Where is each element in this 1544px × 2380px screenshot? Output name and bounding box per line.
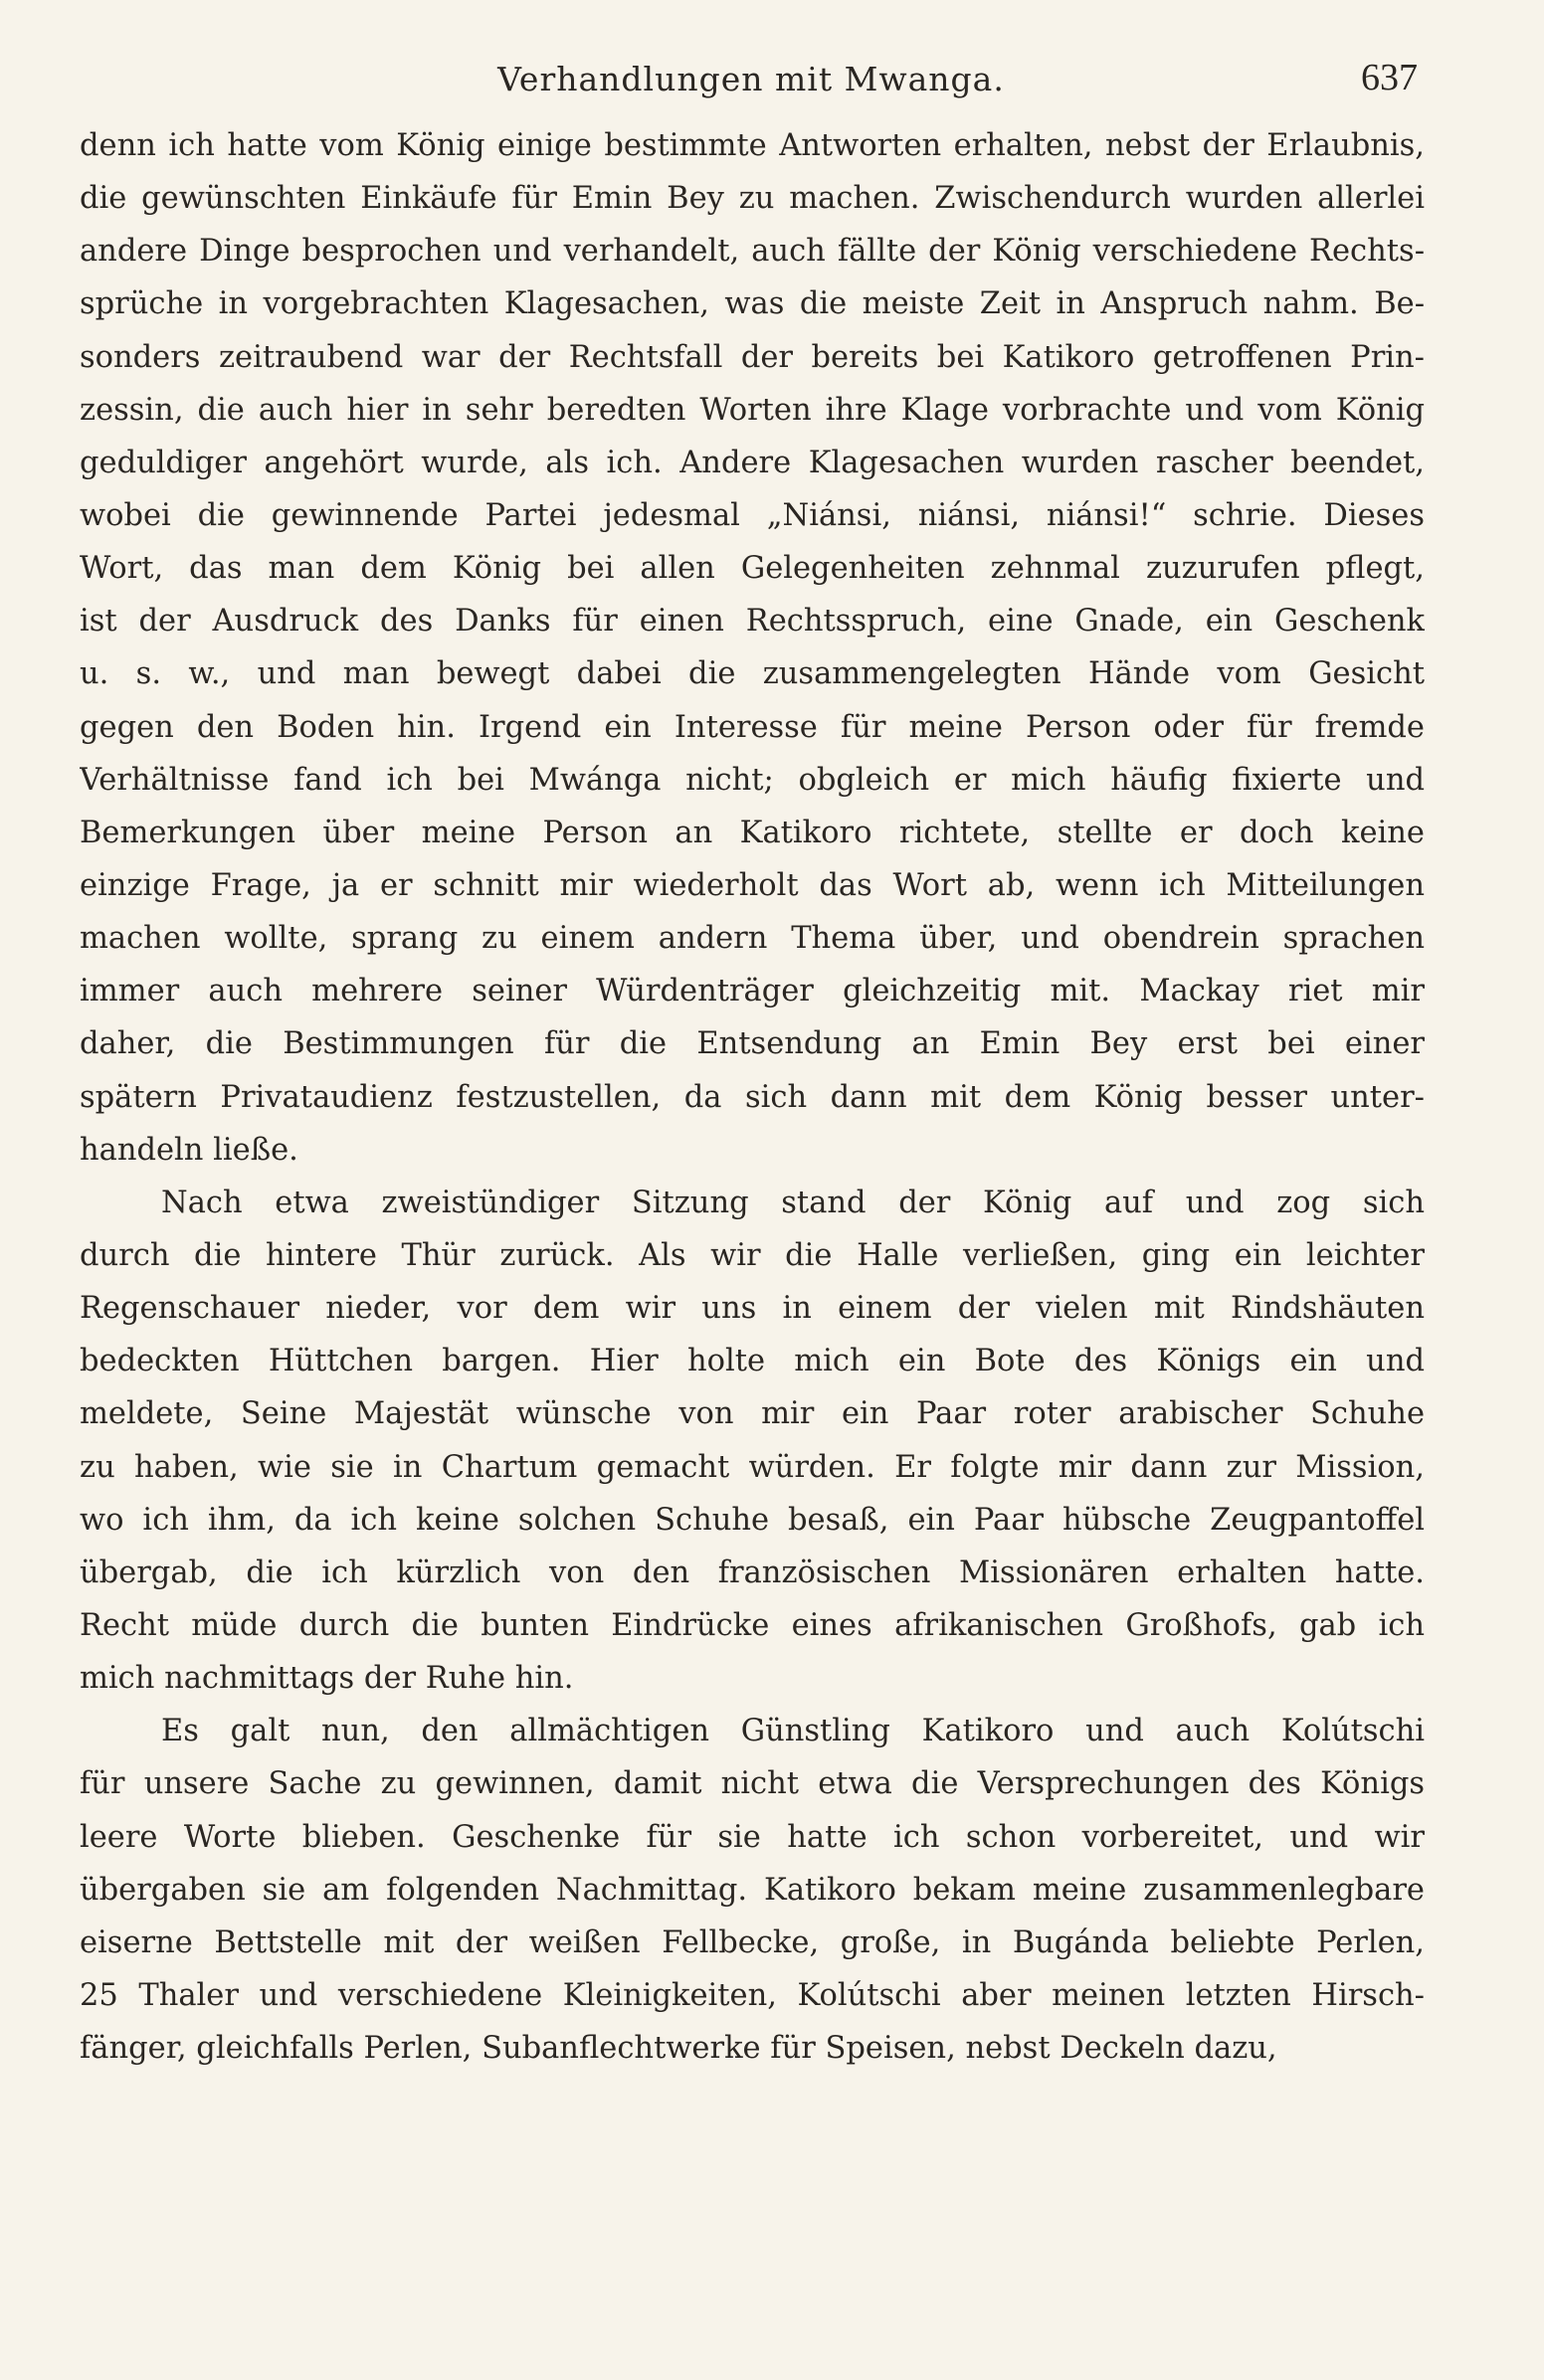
text-line: daher, die Bestimmungen für die Entsendung an Emin Bey erst bei einer: [80, 1026, 1425, 1062]
text-line: Wort, das man dem König bei allen Gelegenheiten zehnmal zuzurufen pflegt,: [80, 551, 1425, 587]
text-line: fänger, gleichfalls Perlen, Subanflechtwerke für Speisen, nebst Deckeln dazu,: [80, 2031, 1277, 2067]
text-line: handeln ließe.: [80, 1132, 298, 1168]
text-line: übergab, die ich kürzlich von den französischen Missionären erhalten hatte.: [80, 1555, 1425, 1590]
text-line: übergaben sie am folgenden Nachmittag. Katikoro bekam meine zusammenlegbare: [80, 1872, 1425, 1908]
paragraph: [80, 119, 1425, 1177]
text-line: Es galt nun, den allmächtigen Günstling Katikoro und auch Kolútschi: [161, 1714, 1425, 1749]
body-text: [80, 119, 1425, 2075]
text-line: geduldiger angehört wurde, als ich. Andere Klagesachen wurden rascher beendet,: [80, 445, 1425, 480]
text-line: einzige Frage, ja er schnitt mir wiederholt das Wort ab, wenn ich Mitteilungen: [80, 867, 1425, 903]
text-line: Bemerkungen über meine Person an Katikoro richtete, stellte er doch keine: [80, 815, 1425, 850]
text-line: Regenschauer nieder, vor dem wir uns in einem der vielen mit Rindshäuten: [80, 1291, 1425, 1327]
text-line: denn ich hatte vom König einige bestimmte Antworten erhalten, nebst der Erlaubnis,: [80, 128, 1425, 163]
text-line: wo ich ihm, da ich keine solchen Schuhe besaß, ein Paar hübsche Zeugpantoffel: [80, 1502, 1425, 1538]
running-title: Verhandlungen mit Mwanga.: [497, 60, 1005, 98]
text-line: Recht müde durch die bunten Eindrücke eines afrikanischen Großhofs, gab ich: [80, 1607, 1425, 1643]
text-line: leere Worte blieben. Geschenke für sie hatte ich schon vorbereitet, und wir: [80, 1819, 1425, 1855]
text-line: bedeckten Hüttchen bargen. Hier holte mich ein Bote des Königs ein und: [80, 1344, 1425, 1379]
text-line: sprüche in vorgebrachten Klagesachen, was die meiste Zeit in Anspruch nahm. Be-: [80, 286, 1425, 322]
text-line: meldete, Seine Majestät wünsche von mir ein Paar roter arabischer Schuhe: [80, 1396, 1425, 1432]
page-number: 637: [1361, 57, 1418, 98]
text-line: machen wollte, sprang zu einem andern Thema über, und obendrein sprachen: [80, 921, 1425, 957]
text-line: ist der Ausdruck des Danks für einen Rechtsspruch, eine Gnade, ein Geschenk: [80, 604, 1425, 640]
text-line: die gewünschten Einkäufe für Emin Bey zu machen. Zwischendurch wurden allerlei: [80, 181, 1425, 217]
text-line: zu haben, wie sie in Chartum gemacht würden. Er folgte mir dann zur Mission,: [80, 1449, 1425, 1485]
text-line: sonders zeitraubend war der Rechtsfall der bereits bei Katikoro getroffenen Prin-: [80, 339, 1425, 375]
text-line: mich nachmittags der Ruhe hin.: [80, 1661, 574, 1697]
text-line: immer auch mehrere seiner Würdenträger gleichzeitig mit. Mackay riet mir: [80, 974, 1425, 1009]
text-line: gegen den Boden hin. Irgend ein Interesse für meine Person oder für fremde: [80, 709, 1425, 745]
text-line: andere Dinge besprochen und verhandelt, auch fällte der König verschiedene Rechts-: [80, 234, 1425, 270]
text-line: u. s. w., und man bewegt dabei die zusammengelegten Hände vom Gesicht: [80, 656, 1425, 692]
running-head: [85, 52, 1418, 111]
text-line: 25 Thaler und verschiedene Kleinigkeiten, Kolútschi aber meinen letzten Hirsch-: [80, 1977, 1425, 2013]
text-line: eiserne Bettstelle mit der weißen Fellbecke, große, in Bugánda beliebte Perlen,: [80, 1924, 1425, 1960]
text-line: Verhältnisse fand ich bei Mwánga nicht; obgleich er mich häufig fixierte und: [80, 762, 1425, 798]
paragraph: [80, 1705, 1425, 2075]
text-line: zessin, die auch hier in sehr beredten Worten ihre Klage vorbrachte und vom König: [80, 392, 1425, 428]
text-line: wobei die gewinnende Partei jedesmal „Niánsi, niánsi, niánsi!“ schrie. Dieses: [80, 497, 1425, 533]
text-line: Nach etwa zweistündiger Sitzung stand der König auf und zog sich: [161, 1185, 1425, 1220]
text-line: durch die hintere Thür zurück. Als wir die Halle verließen, ging ein leichter: [80, 1237, 1425, 1273]
text-line: für unsere Sache zu gewinnen, damit nicht etwa die Versprechungen des Königs: [80, 1766, 1425, 1802]
text-line: spätern Privataudienz festzustellen, da sich dann mit dem König besser unter-: [80, 1079, 1425, 1115]
paragraph: [80, 1177, 1425, 1705]
